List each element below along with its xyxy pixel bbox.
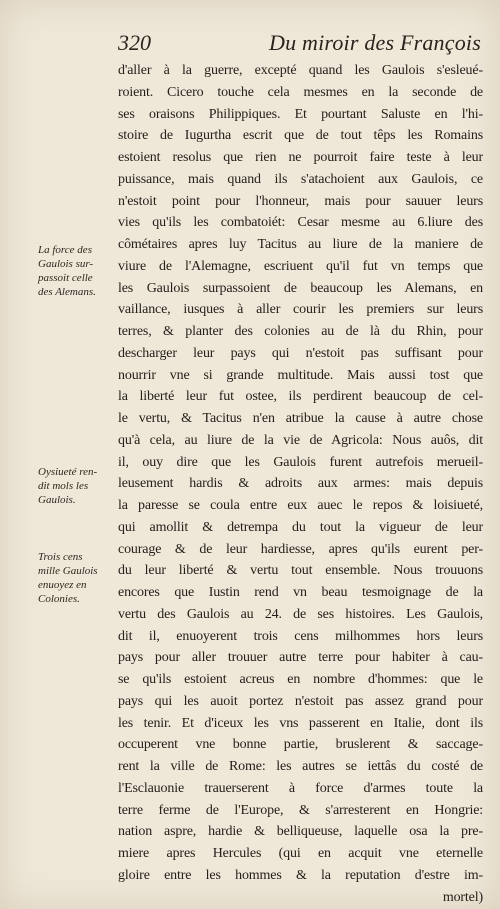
side-note-line: passoit celle [38,272,93,284]
text-line: qu'à cela, au liure de la vie de Agricola: Nous auôs, dit [118,432,483,448]
side-note-line: Oysiueté ren- [38,466,98,478]
text-line: vertu des Gaulois au 24. de ses histoires. Les Gaulois, [118,606,483,622]
text-line: d'aller à la guerre, excepté quand les Gaulois s'esleué- [118,63,483,78]
text-line: terres, & planter des colonies au de là du Rhin, pour [118,324,483,339]
text-line: pays qui les auoit portez n'estoit pas assez grand pour [118,693,483,709]
text-line: les tenir. Et d'iceux les vns passerent en Italie, dont ils [118,715,483,731]
text-line: la paresse se coula entre eux auec le repos & loisiueté, [118,498,483,513]
text-line: pays pour aller trouuer autre terre pour habiter à cau- [118,650,483,666]
text-line: miere apres Hercules (qui en acquit vne eternelle [118,846,483,861]
text-line: rent la ville de Rome: les autres se iettâs du costé de [118,759,483,774]
text-line: qui amollit & detrempa du tout la vigueur de leur [118,519,483,535]
side-note-oysiuete [38,465,118,507]
text-line: mortel) [442,889,483,905]
page-number: 320 [118,30,151,55]
side-note-line: La force des [38,244,92,256]
side-note-line: mille Gaulois [38,565,98,577]
text-line: se qu'ils estoient acreus en nombre d'hommes: que le [118,672,483,687]
text-line: le vertu, & Tacitus n'en atribue la cause à autre chose [118,411,483,426]
text-line: du leur liberté & vertu tout ensemble. Nous trouuons [118,563,483,579]
text-line: les Gaulois surpassoient de beaucoup les Alemans, en [118,280,483,296]
text-line: l'Esclauonie trauerserent à force d'armes toute la [118,780,483,796]
text-line: stoire de Iugurtha escrit que de tout têps les Romains [118,128,483,144]
side-note-trois-cens-mille [38,550,118,606]
running-title: Du miroir des François [269,30,481,55]
side-note-line: Trois cens [38,551,83,563]
side-note-line: Gaulois sur- [38,258,94,270]
text-line: terre ferme de l'Europe, & s'arresterent en Hongrie: [118,802,483,818]
body-text [118,60,483,908]
text-line: nation aspre, hardie & belliqueuse, laquelle osa la pre- [118,824,483,840]
text-line: puissance, mais quand ils s'atachoient aux Gaulois, ce [118,171,483,187]
text-line: vies qu'ils les combatoiét: Cesar mesme au 6.liure des [118,215,483,231]
text-line: encores que Iustin rend vn beau tesmoignage de la [118,585,483,600]
side-note-line: Gaulois. [38,494,76,506]
text-line: viure de l'Alemagne, escriuent qu'il fut vn temps que [118,258,483,274]
text-line: nourrir vne si grande multitude. Mais aussi tost que [118,367,483,383]
side-note-line: des Alemans. [38,286,96,298]
side-note-line: dit mols les [38,480,89,492]
text-line: courage & de leur hardiesse, apres qu'ils eurent per- [118,541,483,557]
text-line: estoient resolus que rien ne pourroit faire teste à leur [118,150,483,165]
page-header [118,30,483,60]
text-line: roient. Cicero touche cela mesmes en la seconde de [118,84,483,100]
side-note-line: enuoyez en [38,579,87,591]
side-note-line: Colonies. [38,593,80,605]
text-line: leusement hardis & adroits aux armes: mais depuis [118,476,483,492]
text-line: ses oraisons Philippiques. Et pourtant Saluste en l'hi- [118,106,483,122]
text-line: descharger leur pays qui n'estoit pas suffisant pour [118,345,483,361]
text-line: il, ouy dire que les Gaulois furent autrefois merueil- [118,454,483,470]
text-line: la liberté leur fut ostee, ils perdirent beaucoup de cel- [118,389,483,405]
text-line: vaillance, iusques à aller courir les premiers sur leurs [118,302,483,318]
text-line: occuperent vne bonne partie, bruslerent & saccage- [118,737,483,753]
side-note-force-gaulois [38,243,118,299]
text-line: cômétaires apres luy Tacitus au liure de la maniere de [118,237,483,252]
text-line: n'estoit point pour l'honneur, mais pour sauuer leurs [118,193,483,209]
text-line: gloire entre les hommes & la reputation d'estre im- [118,867,483,883]
text-line: dit il, enuoyerent trois cens milhommes hors leurs [118,628,483,644]
